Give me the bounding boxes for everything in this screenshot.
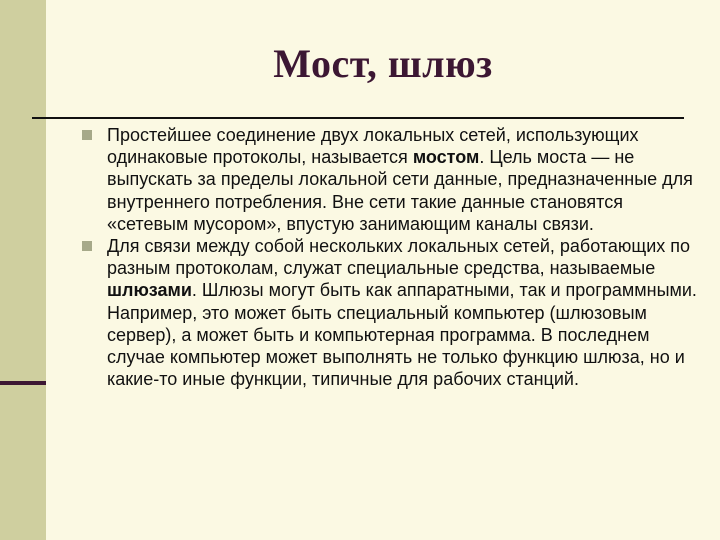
slide-title: Мост, шлюз xyxy=(273,41,493,86)
side-accent-bar xyxy=(0,381,46,385)
bullet-text-before: Для связи между собой нескольких локальных сетей, работающих по разным протоколам, служат специальные средства, называемые xyxy=(107,236,691,279)
bullet-text-before: Простейшее соединение двух локальных сетей, использующих одинаковые протоколы, называется xyxy=(107,125,639,168)
bullet-term: шлюзами xyxy=(107,280,192,301)
side-decoration-band xyxy=(0,0,46,540)
bullet-text-after: . Шлюзы могут быть как аппаратными, так и программными. Например, это может быть специальный компьютер (шлюзовым сервер), а может быть и компьютерная программа. В последнем случае компьютер может выполнять не только функцию шлюза, но и какие-то иные функции, типичные для рабочих станций. xyxy=(107,280,697,390)
bullet-item-gateway xyxy=(82,235,697,390)
square-bullet-icon xyxy=(82,241,92,251)
title-divider xyxy=(32,117,684,119)
bullet-text-after: . Цель моста — не выпускать за пределы локальной сети данные, предназначенные для внутреннего потребления. Вне сети такие данные становятся «сетевым мусором», впустую занимающим каналы связи. xyxy=(107,147,693,234)
bullet-item-bridge xyxy=(82,124,697,235)
bullet-term: мостом xyxy=(412,147,480,168)
square-bullet-icon xyxy=(82,130,92,140)
bullet-list xyxy=(82,124,697,390)
